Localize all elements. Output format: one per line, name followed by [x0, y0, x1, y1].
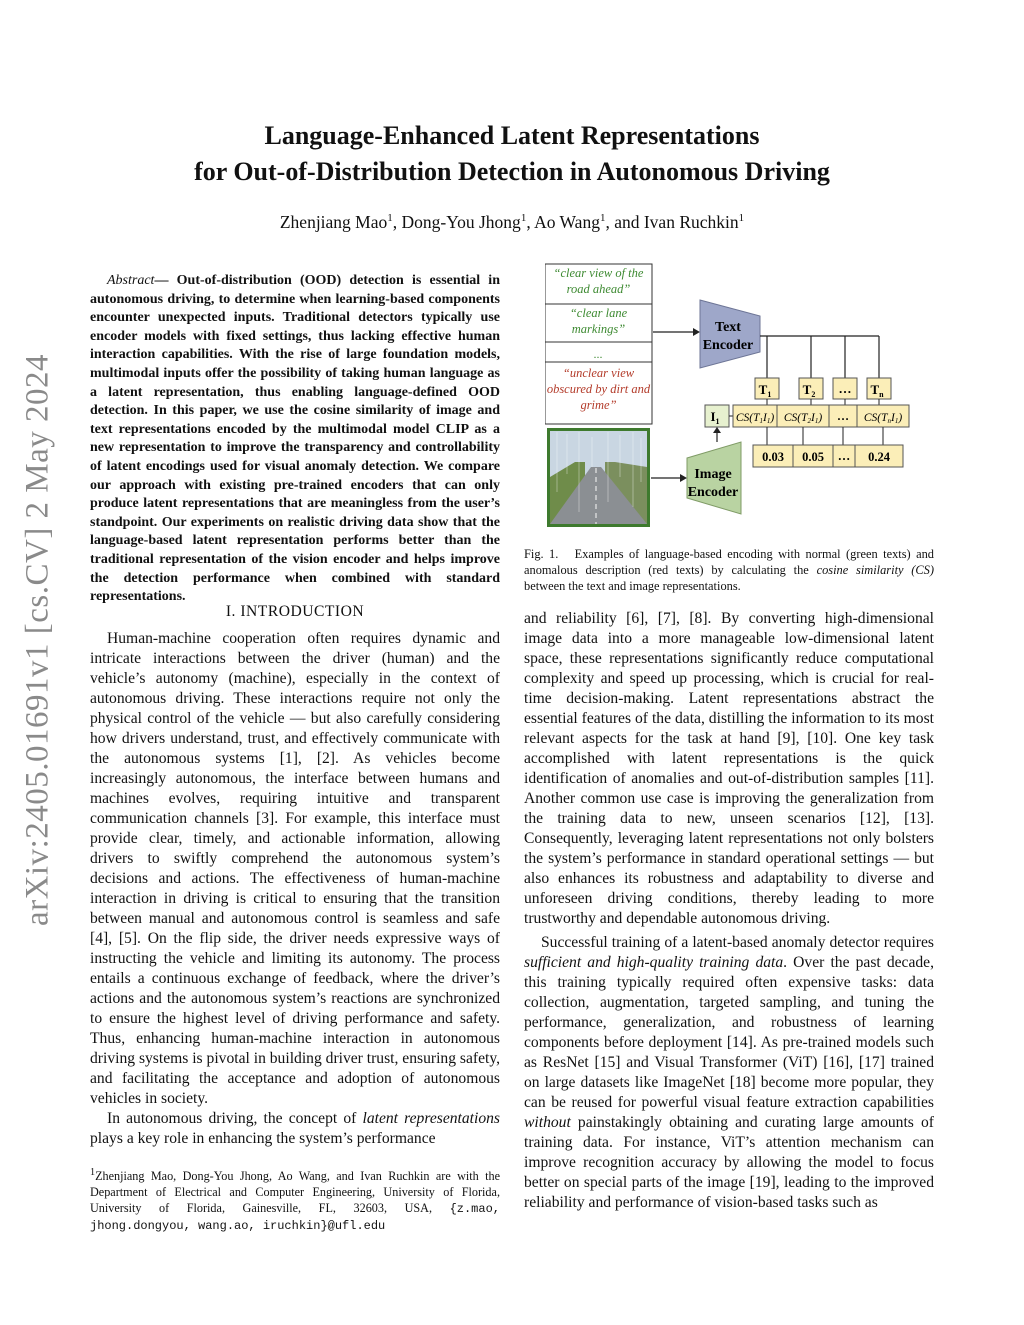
abstract-label: Abstract — [107, 273, 155, 288]
arrow-head-icon — [693, 328, 700, 336]
caption-text: Examples of language-based encoding with normal (green texts) and anomalous description (red texts) by calculating the — [524, 547, 934, 577]
right-paragraph-2 — [524, 933, 934, 1213]
cs-label-n: CS(TnI1) — [863, 412, 903, 425]
prompt-3-box — [545, 365, 652, 423]
title-line-1: Language-Enhanced Latent Representations — [264, 121, 760, 150]
author-2: Dong-You Jhong — [401, 212, 521, 232]
right-p2-text-end: painstakingly obtaining and curating large amounts of training data. For instance, ViT’s attention mechanism can improve recognition accuracy by allowing the model to focus better on special parts of the image [19], leading to the improved reliability and performance of vision-based tasks such as — [524, 1114, 934, 1211]
author-list — [150, 212, 874, 233]
t1-label: $T_1$ — [758, 382, 772, 399]
figure-1-diagram — [545, 262, 945, 532]
score-ellipsis: … — [837, 449, 851, 463]
author-1-affil: 1 — [387, 212, 393, 225]
road-image — [550, 431, 647, 524]
left-column — [90, 629, 500, 1149]
abstract-text: — Out-of-distribution (OOD) detection is essential in autonomous driving, to determine when learning-based components encounter unexpected inputs. Traditional detectors typically use encoder models with fixed settings, thus lacking effective human interaction capabilities. With the rise of large foundation models, multimodal inputs offer the possibility of taking human language as a latent representation, thus enabling language-defined OOD detection. In this paper, we use the cosine similarity of image and text representations encoded by the multimodal model CLIP as a new representation to improve the transparency and controllability of latent encodings used for visual anomaly detection. We compare our approach with existing pre-trained encoders that can only produce latent representations that are meaningless from the user’s standpoint. Our experiments on realistic driving data show that the language-based latent representation performs better than the traditional representation of the vision encoder and helps improve the detection performance when combined with standard representations. — [90, 273, 500, 605]
image-encoder-label-1: Image — [694, 467, 732, 482]
author-sep: , — [392, 212, 402, 232]
intro-paragraph-2 — [90, 1109, 500, 1149]
caption-label: Fig. 1. — [524, 547, 559, 561]
author-4-affil: 1 — [738, 212, 745, 225]
prompt-normal-2: “clear lane markings” — [569, 306, 628, 336]
arrow-head-icon — [680, 474, 687, 482]
intro-p2-text: In autonomous driving, the concept of — [107, 1110, 363, 1127]
affiliation-footnote — [90, 1165, 500, 1234]
cs-label-1: CS(T1I1) — [735, 412, 775, 425]
figure-1 — [545, 262, 945, 532]
cs-label-2: CS(T2I1) — [783, 412, 823, 425]
author-4: Ivan Ruchkin — [643, 212, 739, 232]
intro-paragraph-1: Human-machine cooperation often requires dynamic and intricate interactions between the driver (human) and the vehicle’s autonomy (machine), especially in the context of autonomous driving. These interactions require not only the physical control of the vehicle — but also carefully considering how drivers understand, trust, and effectively communicate with the autonomous systems [1], [2]. As vehicles become increasingly autonomous, the interface between humans and machines evolves, requiring intuitive and transparent communication channels [3]. For example, this interface must provide clear, timely, and actionable information, allowing drivers to swiftly comprehend the autonomous system’s decisions and actions. The effectiveness of human-machine interaction in driving is critical to ensuring that the transition between manual and autonomous control is seamless and safe [4], [5]. On the flip side, the driver needs expressive ways of instructing the vehicle and limiting its autonomy. The process entails a continuous exchange of feedback, where the driver’s actions and the autonomous system’s reactions are synchronized to ensure the highest level of driving performance and safety. Thus, enhancing human-machine interaction in autonomous driving systems is pivotal in building driver trust, ensuring safety, and facilitating the acceptance and adoption of autonomous vehicles in society. — [90, 630, 501, 1107]
footnote-text: Zhenjiang Mao, Dong-You Jhong, Ao Wang, and Ivan Ruchkin are with the Department of Electrical and Computer Engineering, University of Florida, University of Florida, Gainesville, FL, 32603, USA, — [90, 1169, 500, 1216]
intro-p2-text-end: plays a key role in enhancing the system’s performance — [90, 1130, 436, 1147]
prompt-ellipsis: ... — [593, 347, 603, 361]
prompt-1-box — [545, 265, 652, 305]
author-3: Ao Wang — [534, 212, 600, 232]
author-sep: , and — [605, 212, 644, 232]
text-encoder-label-1: Text — [715, 320, 741, 335]
right-p2-text: Successful training of a latent-based anomaly detector requires — [541, 934, 934, 951]
author-1: Zhenjiang Mao — [279, 212, 388, 232]
prompt-normal-1: “clear view of the road ahead” — [553, 266, 644, 296]
arxiv-identifier — [14, 350, 62, 930]
cs-label-ellipsis: … — [837, 409, 849, 423]
image-encoder-label-2: Encoder — [687, 485, 739, 500]
author-sep: , — [526, 212, 535, 232]
score-n: 0.24 — [868, 450, 890, 464]
caption-emphasis: cosine similarity (CS) — [816, 563, 935, 577]
arxiv-id-text: arXiv:2405.01691v1 [cs.CV] 2 May 2024 — [19, 353, 56, 927]
title-line-2: for Out-of-Distribution Detection in Autonomous Driving — [194, 157, 830, 186]
author-2-affil: 1 — [520, 212, 527, 225]
caption-text-end: between the text and image representations. — [524, 579, 741, 593]
i1-label: $I_1$ — [710, 409, 720, 426]
prompt-anomalous: “unclear view obscured by dirt and grime” — [546, 366, 651, 412]
arrow-head-icon — [713, 427, 721, 433]
abstract — [90, 272, 500, 607]
right-p2-emphasis-2: without — [524, 1114, 571, 1131]
right-column — [524, 609, 934, 1213]
right-paragraph-1: and reliability [6], [7], [8]. By converting high-dimensional image data into a more manageable low-dimensional latent space, these representations significantly reduce computational complexity and speed up processing, which is crucial for real-time decision-making. Latent representations abstract the essential features of the data, distilling the information to its most relevant aspects for the task at hand [9], [10]. One key task accomplished with latent representations is the quick identification of anomalies and out-of-distribution samples [11]. Another common use case is improving the generalization from the training data to new, unseen scenarios [12], [13]. Consequently, leveraging latent representations not only bolsters the system’s performance in standard operational settings — but also enhances its robustness and adaptability to diverse and unforeseen driving conditions, thereby leading to more trustworthy and dependable autonomous driving. — [524, 610, 934, 927]
score-1: 0.03 — [762, 450, 784, 464]
tn-label: $T_n$ — [870, 382, 884, 399]
text-encoder-label-2: Encoder — [702, 338, 754, 353]
section-heading: I. INTRODUCTION — [225, 603, 365, 620]
footnote-marker: 1 — [90, 1167, 96, 1178]
score-2: 0.05 — [802, 450, 824, 464]
right-p2-text-mid: . Over the past decade, this training typically required often expensive tasks: data collection, augmentation, targeted sampling, and tuning the performance, generalization, and robustness of learning components before deployment [14]. As pre-trained models such as ResNet [15] and Visual Transformer (ViT) [16], [17] trained on large datasets like ImageNet [18] become more popular, they can be reused for powerful visual feature extraction capabilities — [524, 954, 934, 1111]
figure-caption — [524, 546, 934, 594]
footnote-emails: {z.mao, jhong.dongyou, wang.ao, iruchkin}@ufl.edu — [90, 1202, 500, 1234]
prompt-2-box — [549, 305, 648, 343]
paper-title — [120, 118, 904, 190]
intro-p2-emphasis: latent representations — [362, 1110, 500, 1127]
t2-label: $T_2$ — [802, 382, 816, 399]
t-ellipsis-label: … — [838, 381, 852, 396]
right-p2-emphasis-1: sufficient and high-quality training data — [524, 954, 784, 971]
author-3-affil: 1 — [599, 212, 606, 225]
